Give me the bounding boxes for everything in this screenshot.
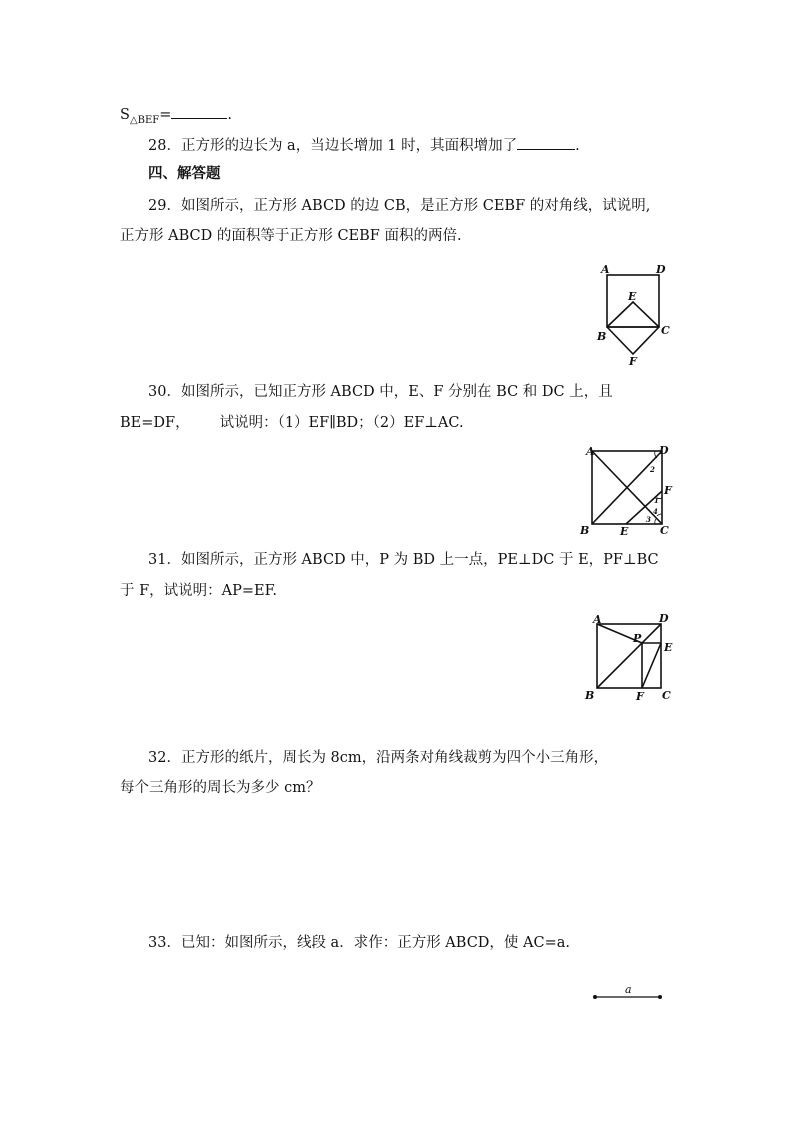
figure-q31 — [580, 610, 680, 705]
answer-blank-27 — [171, 104, 227, 119]
question-32-line2: 每个三角形的周长为多少 cm？ — [120, 780, 321, 796]
question-31-line1: 31．如图所示，正方形 ABCD 中，P 为 BD 上一点，PE⊥DC 于 E，PF⊥BC — [148, 552, 659, 568]
label-f: F — [629, 355, 637, 368]
question-30-condition: BE=DF， — [120, 415, 190, 431]
question-28-text: 28．正方形的边长为 a，当边长增加 1 时，其面积增加了 — [148, 138, 518, 154]
q27-answer-line — [120, 104, 232, 127]
label-c: C — [661, 324, 670, 337]
question-29-line2: 正方形 ABCD 的面积等于正方形 CEBF 面积的两倍. — [120, 228, 462, 244]
end-mark: . — [575, 138, 580, 154]
label-b: B — [580, 524, 590, 537]
angle-label-4: 4 — [653, 507, 658, 516]
lower-triangle — [607, 327, 659, 354]
area-symbol: S — [120, 107, 130, 123]
question-30-line1: 30．如图所示，已知正方形 ABCD 中，E、F 分别在 BC 和 DC 上，且 — [148, 384, 613, 400]
label-d: D — [659, 444, 669, 457]
label-f: F — [636, 690, 644, 703]
angle-label-2: 2 — [650, 465, 655, 474]
question-30-line2 — [120, 413, 464, 433]
label-e: E — [620, 525, 629, 538]
label-a: A — [586, 445, 595, 458]
segment-ef — [642, 643, 661, 688]
label-f: F — [664, 484, 672, 497]
angle-label-1: 1 — [654, 496, 659, 505]
angle-label-3: 3 — [646, 515, 651, 524]
question-28 — [148, 135, 580, 156]
label-a: A — [601, 263, 610, 276]
label-d: D — [659, 612, 669, 625]
endpoint-left — [593, 995, 597, 999]
equals-sign: = — [159, 107, 172, 123]
label-c: C — [662, 689, 671, 702]
triangle-subscript: △BEF — [129, 115, 160, 126]
segment-label-a: a — [625, 983, 632, 996]
question-33: 33．已知：如图所示，线段 a．求作：正方形 ABCD，使 AC=a. — [148, 935, 571, 951]
end-mark: . — [227, 107, 232, 123]
question-29-line1: 29．如图所示，正方形 ABCD 的边 CB，是正方形 CEBF 的对角线，试说明, — [148, 198, 651, 214]
section-heading: 四、解答题 — [148, 165, 221, 182]
label-b: B — [585, 689, 595, 702]
upper-triangle — [607, 302, 659, 327]
label-a: A — [593, 613, 602, 626]
label-p: P — [633, 632, 642, 645]
segment-a-figure — [588, 980, 668, 1005]
endpoint-right — [658, 995, 662, 999]
label-c: C — [660, 524, 669, 537]
figure-q30 — [575, 440, 675, 540]
question-31-line2: 于 F，试说明：AP=EF. — [120, 583, 278, 599]
label-d: D — [656, 263, 666, 276]
question-32-line1: 32．正方形的纸片，周长为 8cm，沿两条对角线裁剪为四个小三角形， — [148, 750, 609, 766]
label-e: E — [628, 290, 637, 303]
figure-q29 — [590, 258, 680, 373]
answer-blank-28 — [517, 135, 575, 150]
label-b: B — [597, 330, 607, 343]
label-e: E — [664, 641, 673, 654]
question-30-task: 试说明：（1）EF∥BD；（2）EF⊥AC. — [219, 415, 464, 431]
diagonal-bd — [597, 624, 661, 688]
